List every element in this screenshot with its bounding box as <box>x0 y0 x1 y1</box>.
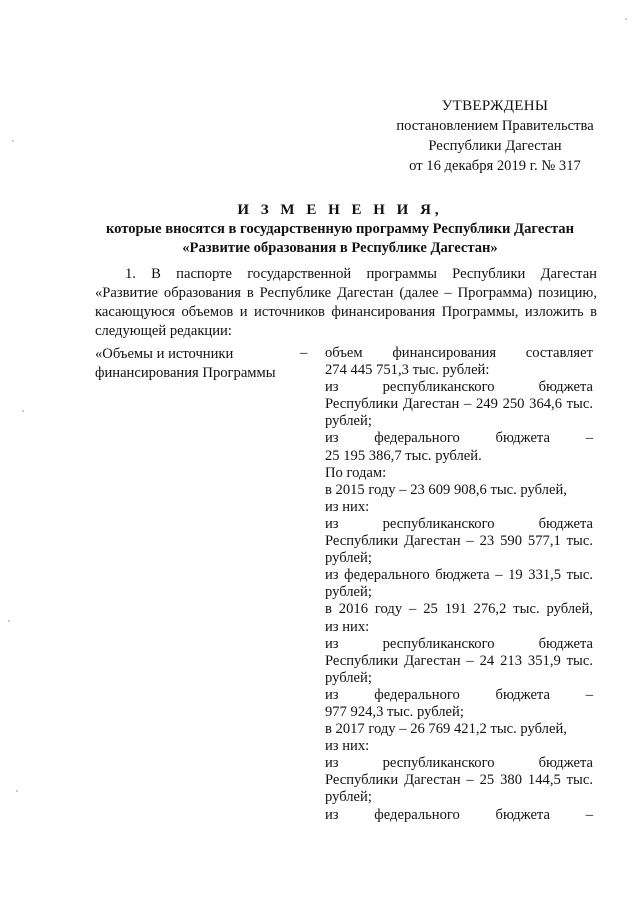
title-heading: И З М Е Н Е Н И Я, <box>237 202 443 218</box>
financing-line: рублей; <box>325 669 372 686</box>
paragraph-line: «Развитие образования в Республике Дагестан (далее – Программа) позицию, <box>95 285 597 301</box>
financing-line: в 2017 году – 26 769 421,2 тыс. рублей, <box>325 721 567 738</box>
financing-line: из федерального бюджета – <box>325 686 593 703</box>
scan-speck <box>625 18 627 20</box>
position-label <box>95 345 308 383</box>
paragraph-line: следующей редакции: <box>95 323 232 339</box>
financing-line: из них: <box>325 618 370 635</box>
title-program-name: «Развитие образования в Республике Дагестан» <box>182 240 498 256</box>
financing-line: 977 924,3 тыс. рублей; <box>325 703 464 720</box>
financing-line: Республики Дагестан – 25 380 144,5 тыс. <box>325 772 593 789</box>
financing-line: объем финансирования составляет <box>325 345 593 361</box>
scan-speck <box>16 790 18 792</box>
financing-line: Республики Дагестан – 24 213 351,9 тыс. <box>325 652 593 669</box>
financing-line: из республиканского бюджета <box>325 515 593 532</box>
approval-line-republic: Республики Дагестан <box>428 138 562 154</box>
financing-line: рублей; <box>325 550 372 567</box>
financing-line: в 2016 году – 25 191 276,2 тыс. рублей, <box>325 601 593 618</box>
paragraph-line: касающуюся объемов и источников финансирования Программы, изложить в <box>95 304 597 320</box>
financing-line: из республиканского бюджета <box>325 379 593 396</box>
approval-line-resolution: постановлением Правительства <box>396 118 594 134</box>
paragraph-line: 1. В паспорте государственной программы Республики Дагестан <box>125 266 597 282</box>
scan-speck <box>22 410 24 412</box>
financing-line: 274 445 751,3 тыс. рублей: <box>325 362 490 379</box>
scan-speck <box>8 620 10 622</box>
title-subheading: которые вносятся в государственную программу Республики Дагестан <box>105 221 575 237</box>
approval-line-date: от 16 декабря 2019 г. № 317 <box>409 158 581 174</box>
financing-line: Республики Дагестан – 23 590 577,1 тыс. <box>325 533 593 550</box>
financing-line: из республиканского бюджета <box>325 755 593 772</box>
financing-line: из них: <box>325 738 370 755</box>
financing-line: По годам: <box>325 464 387 481</box>
intro-paragraph <box>95 265 597 341</box>
financing-line: из федерального бюджета – <box>325 806 593 823</box>
approval-stamp <box>380 96 610 176</box>
financing-line: из республиканского бюджета <box>325 635 593 652</box>
document-title <box>60 200 620 258</box>
financing-line: из федерального бюджета – <box>325 430 593 447</box>
position-label-line: финансирования Программы <box>95 365 276 381</box>
scan-speck <box>12 140 14 142</box>
financing-line: рублей; <box>325 413 372 430</box>
approval-heading: УТВЕРЖДЕНЫ <box>441 98 549 114</box>
financing-line: 25 195 386,7 тыс. рублей. <box>325 447 482 464</box>
financing-line: Республики Дагестан – 249 250 364,6 тыс. <box>325 396 593 413</box>
financing-line: из федерального бюджета – 19 331,5 тыс. <box>325 567 593 584</box>
financing-line: из них: <box>325 498 370 515</box>
financing-line: рублей; <box>325 584 372 601</box>
financing-line: рублей; <box>325 789 372 806</box>
position-label-line: «Объемы и источники <box>95 346 234 362</box>
financing-details <box>325 345 593 824</box>
financing-line: в 2015 году – 23 609 908,6 тыс. рублей, <box>325 481 567 498</box>
position-dash: – <box>300 345 308 361</box>
